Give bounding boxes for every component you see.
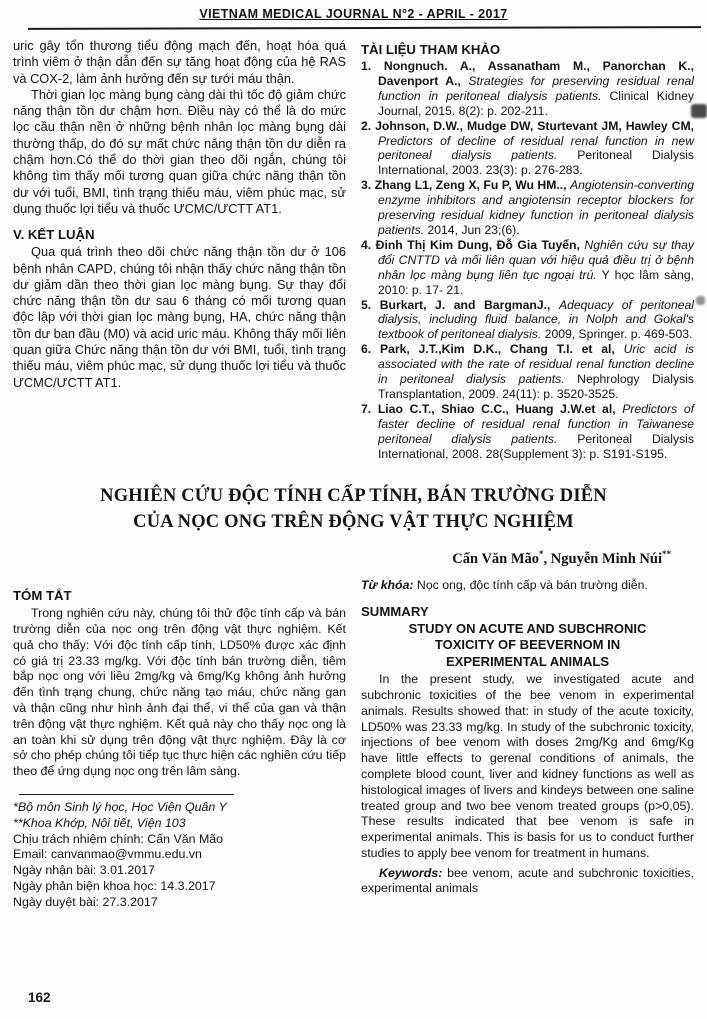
summary-title-line: EXPERIMENTAL ANIMALS	[446, 653, 609, 669]
reference-number: 2.	[361, 118, 372, 133]
keywords-vietnamese-text: Nọc ong, độc tính cấp và bán trường diễn.	[413, 578, 648, 593]
author-name: Nguyễn Minh Núi	[550, 551, 662, 568]
footnote-responsible: Chịu trách nhiệm chính: Cấn Văn Mão	[13, 831, 224, 846]
keywords-vietnamese-label: Từ khóa:	[361, 578, 414, 593]
summary-title-line: STUDY ON ACUTE AND SUBCHRONIC	[408, 620, 647, 636]
article-title	[0, 483, 707, 535]
bottom-columns	[0, 574, 707, 910]
reference-authors: Nongnuch. A., Assanatham M., Panorchan K., Davenport A.,	[371, 59, 694, 88]
reference-source: Peritoneal Dialysis International, 2003. 23(3): p. 276-283.	[378, 148, 694, 178]
article-authors	[0, 549, 671, 568]
scan-artifact	[691, 104, 707, 118]
reference-authors: Liao C.T., Shiao C.C., Huang J.W.et al,	[371, 401, 623, 416]
keywords-english-text: bee venom, acute and subchronic toxicities, experimental animals	[361, 865, 694, 896]
footnote-affiliation: **Khoa Khớp, Nội tiết, Viện 103	[13, 815, 186, 830]
reference-number: 7.	[361, 401, 372, 416]
footnote-date-reviewed: Ngày phản biện khoa học: 14.3.2017	[13, 879, 216, 894]
reference-number: 3.	[361, 178, 372, 193]
keywords-english-label: Keywords:	[379, 865, 443, 880]
footnote-rule	[19, 794, 234, 795]
reference-item	[361, 402, 694, 462]
reference-item	[361, 238, 694, 298]
reference-item	[361, 119, 694, 179]
reference-item	[361, 59, 694, 119]
reference-source: 2009, Springer. p. 469-503.	[541, 327, 693, 342]
reference-source: Y học lâm sàng, 2010: p. 17- 21.	[378, 267, 694, 297]
keywords-english	[361, 866, 694, 897]
reference-source: Peritoneal Dialysis International, 2008. 28(Supplement 3): p. S191-S195.	[378, 431, 694, 461]
reference-title: Adequacy of peritoneal dialysis, including fluid balance, in Nolph and Gokal's textbook of peritoneal dialysis.	[378, 297, 694, 342]
left-column-previous-article	[13, 38, 346, 461]
references-heading: TÀI LIỆU THAM KHẢO	[361, 42, 501, 57]
scan-artifact	[696, 296, 705, 305]
author-name: Cấn Văn Mão	[452, 551, 540, 568]
reference-source: Nephrology Dialysis Transplantation, 2009. 24(11): p. 3520-3525.	[378, 372, 694, 401]
abstract-paragraph: Trong nghiên cứu này, chúng tôi thử độc tính cấp và bán trường diễn của nọc ong trên động vật thực nghiệm. Kết quả cho thấy: Với độc tính cấp tính, LD50% được xác định có giá trị 23.33 mg/kg. Với độc tính bán trường diễn, tiêm bắp nọc ong với liều 2mg/kg và 6mg/Kg không ảnh hưởng đến tình trạng chung, chức năng tạo máu, chức năng gan và thận cũng như hình ảnh đại thể, vi thể của gan và thận trên động vật thực nghiệm. Kết quả này cho thấy nọc ong là an toàn khi sử dụng trên động vật thực nghiệm. Đây là cơ sở cho phép chúng tôi tiếp tục thực hiện các nghiên cứu tiếp theo để ứng dụng nọc ong trên lâm sàng.	[13, 606, 346, 779]
abstract-heading: TÓM TẮT	[13, 588, 72, 604]
reference-number: 1.	[361, 59, 372, 73]
reference-list	[361, 59, 694, 461]
summary-title-line: TOXICITY OF BEEVERNOM IN	[434, 637, 621, 653]
keywords-vietnamese	[361, 578, 694, 594]
header-rule	[28, 26, 701, 30]
reference-authors: Zhang L1, Zeng X, Fu P, Wu HM..,	[371, 178, 571, 193]
reference-item	[361, 298, 694, 343]
article-title-line1: NGHIÊN CỨU ĐỘC TÍNH CẤP TÍNH, BÁN TRƯỜNG DIỄN	[100, 486, 607, 507]
author-affiliation-mark: *	[539, 549, 544, 560]
left-column-abstract	[13, 574, 346, 910]
reference-title: Strategies for preserving residual renal function in peritoneal dialysis patients.	[378, 73, 695, 103]
summary-paragraph: In the present study, we investigated acute and subchronic toxicities of the bee venom in experimental animals. Results showed that: in study of the acute toxicity, LD50% was 23.33 mg/kg. In study of the subchronic toxicity, injections of bee venom with doses 2mg/Kg and 6mg/Kg have little effects to gerenal conditions of animals, the complete blood count, liver and kidney functions as well as histological images of livers and kindeys between one saline treated group and two bee venom treated groups (p>0,05). These results indicated that bee venom is safe in experimental animals. This is basis for us to conduct further studies to apply bee venom for treatment in humans.	[361, 672, 694, 861]
reference-title: Predictors of faster decline of residual renal function in Taiwanese peritoneal dialysis patients.	[378, 401, 694, 446]
reference-title: Angiotensin-converting enzyme inhibitors and angiotensin receptor blockers for preserving residual kidney function in peritoneal dialysis patients.	[378, 178, 694, 237]
footnote-date-received: Ngày nhận bài: 3.01.2017	[13, 863, 155, 878]
reference-item	[361, 178, 694, 238]
reference-authors: Park, J.T.,Kim D.K., Chang T.I. et al,	[371, 342, 624, 357]
footnote-email: Email: canvanmao@vmmu.edu.vn	[13, 847, 202, 862]
right-column-references	[361, 38, 694, 461]
reference-authors: Johnson, D.W., Mudge DW, Sturtevant JM, Hawley CM,	[371, 118, 694, 133]
page-number: 162	[28, 990, 51, 1005]
reference-title: Nghiên cứu sự thay đổi CNTTD và mối liên quan với hiệu quả điều trị ở bệnh nhân lọc màng bụng liên tục ngoại trú.	[378, 237, 695, 282]
journal-running-head: VIETNAM MEDICAL JOURNAL N°2 - APRIL - 2017	[199, 7, 508, 21]
conclusion-paragraph: Qua quá trình theo dõi chức năng thận tồn dư ở 106 bệnh nhân CAPD, chúng tôi nhận thấy chức năng thận tồn dư giảm dần theo thời gian lọc màng bụng. Sự thay đổi chức năng thận tồn dư sau 6 tháng có mối tương quan độc lập với thời gian lọc màng bụng, HA, chức năng thận tồn dư ban đầu (M0) và acid uric máu. Không thấy mối liên quan giữa Chức năng thận tồn dư với BMI, tuổi, tình trạng thiếu máu, viêm phúc mạc, sử dụng thuốc lợi tiểu và thuốc ƯCMC/ƯCTT AT1.	[13, 244, 346, 390]
right-column-summary	[361, 574, 694, 910]
body-paragraph: Thời gian lọc màng bụng càng dài thì tốc độ giảm chức năng thận tồn dư chậm hơn. Điều này có thể là do mức lọc cầu thận nền ở những bệnh nhân lọc màng bụng dài thường thấp, do đó sự mất chức năng thận tồn dư diễn ra chậm hơn.Có thể do thời gian theo dõi ngắn, chúng tôi không tìm thấy mối tương quan giữa chức năng thận tồn dư với tuổi, BMI, tình trạng thiếu máu, viêm phúc mạc, sử dụng thuốc lợi tiểu và thuốc ƯCMC/ƯCTT AT1.	[13, 86, 346, 216]
reference-title: Predictors of decline of residual renal function in new peritoneal dialysis patients.	[378, 133, 694, 163]
summary-title	[367, 621, 688, 671]
reference-number: 4.	[361, 237, 372, 252]
top-columns	[0, 38, 707, 461]
author-affiliation-mark: **	[662, 549, 671, 560]
summary-heading: SUMMARY	[361, 603, 429, 619]
footnote-date-accepted: Ngày duyệt bài: 27.3.2017	[13, 894, 158, 909]
body-paragraph: uric gây tổn thương tiểu động mạch đến, hoạt hóa quá trình viêm ở thận dẫn đến sự tăng hoạt động của hệ RAS và COX-2, làm ảnh hưởng đến sự tưới máu thận.	[13, 38, 346, 86]
conclusion-heading: V. KẾT LUẬN	[13, 227, 95, 243]
reference-authors: Burkart, J. and BargmanJ.,	[371, 297, 559, 312]
footnote-block	[13, 794, 346, 911]
footnote-affiliation: *Bộ môn Sinh lý học, Học Viện Quân Y	[13, 800, 227, 815]
reference-number: 6.	[361, 342, 372, 357]
reference-item	[361, 342, 694, 402]
article-title-line2: CỦA NỌC ONG TRÊN ĐỘNG VẬT THỰC NGHIỆM	[133, 512, 574, 533]
reference-source: 2014, Jun 23;(6).	[424, 222, 520, 237]
reference-authors: Đinh Thị Kim Dung, Đỗ Gia Tuyển,	[371, 237, 585, 252]
reference-number: 5.	[361, 297, 372, 312]
reference-title: Uric acid is associated with the rate of residual renal function decline in peritoneal dialysis patients.	[378, 342, 694, 387]
reference-source: Clinical Kidney Journal, 2015. 8(2): p. 202-211.	[378, 88, 694, 118]
author-separator: ,	[543, 551, 551, 568]
